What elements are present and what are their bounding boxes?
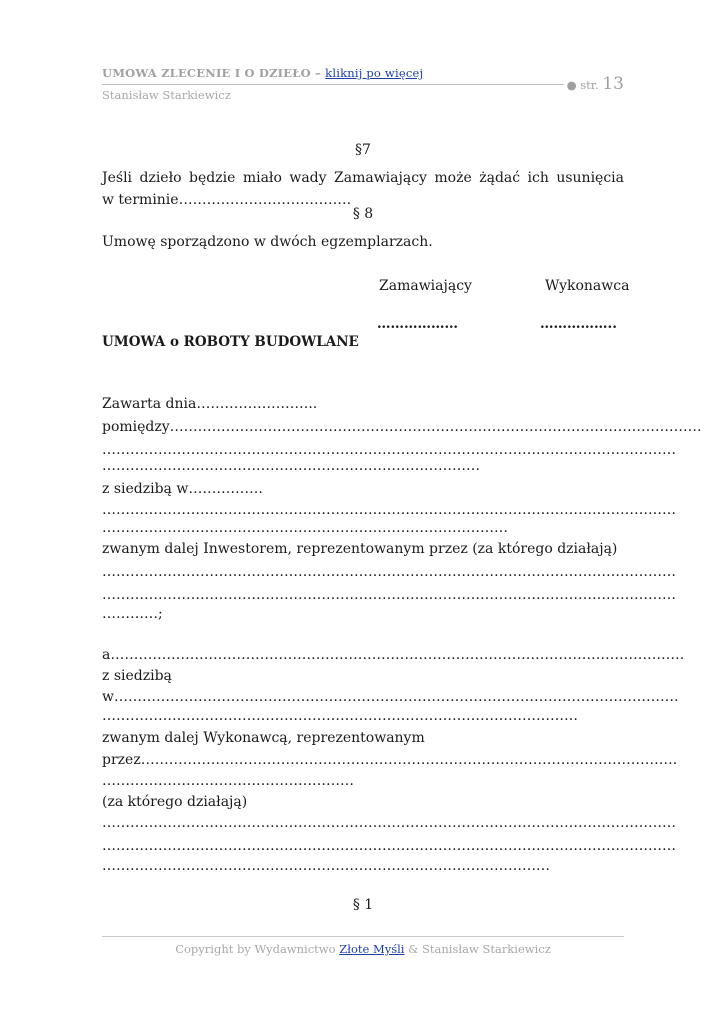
footer-author: & Stanisław Starkiewicz — [404, 942, 551, 956]
form-line: …………………………………………………………………………………………………………… — [102, 502, 676, 518]
form-line: …………………………………………………………………………………………………………… — [102, 587, 676, 603]
header-page-indicator — [567, 74, 624, 94]
form-line: a…………………………………………………………………………………………………………… — [102, 647, 685, 663]
footer-publisher-link[interactable]: Złote Myśli — [339, 942, 405, 956]
form-line: pomiędzy…………………………………………………………………………………………………… — [102, 419, 702, 435]
page-header — [102, 66, 624, 102]
signature-line-ordering: ……………… — [377, 316, 458, 332]
form-line: ………………………………………………………………………………………… — [102, 708, 578, 724]
form-line: ……………………………………………… — [102, 773, 354, 789]
form-line: z siedzibą — [102, 668, 172, 684]
section-7-text-line-1: Jeśli dzieło będzie miało wady Zamawiający może żądać ich usunięcia — [102, 170, 624, 186]
section-8-heading: § 8 — [352, 206, 374, 222]
contract-title: UMOWA o ROBOTY BUDOWLANE — [102, 334, 359, 350]
header-title: UMOWA ZLECENIE I O DZIEŁO — [102, 66, 311, 80]
header-rule — [102, 84, 564, 85]
form-line: …………………………………………………………………………………………………………… — [102, 838, 676, 854]
page-number: 13 — [602, 74, 624, 94]
form-line: …………………………………………………………………………………………………………… — [102, 564, 676, 580]
party-ordering-label: Zamawiający — [379, 278, 472, 294]
form-line: w…………………………………………………………………………………………………………. — [102, 689, 679, 705]
form-line: ……………………………………………………………………… — [102, 458, 480, 474]
form-line: …………………………………………………………………………………… — [102, 858, 550, 874]
footer-copyright: Copyright by Wydawnictwo — [175, 942, 340, 956]
party-contractor-label: Wykonawca — [545, 278, 630, 294]
form-line: zwanym dalej Inwestorem, reprezentowanym przez (za którego działają) — [102, 541, 618, 557]
page-footer — [102, 942, 624, 956]
footer-rule — [102, 936, 624, 937]
form-line: zwanym dalej Wykonawcą, reprezentowanym — [102, 730, 425, 746]
form-line: …………………………………………………………………………… — [102, 520, 508, 536]
signature-line-contractor: …………….. — [540, 316, 617, 332]
section-7-heading: §7 — [355, 142, 371, 158]
form-line: …………………………………………………………………………………………………………… — [102, 442, 676, 458]
form-line: Zawarta dnia…………………….. — [102, 396, 318, 412]
header-author: Stanisław Starkiewicz — [102, 88, 231, 102]
form-line: …………………………………………………………………………………………………………… — [102, 815, 676, 831]
form-line: (za którego działają) — [102, 794, 248, 810]
form-line: przez……………………………………………………………………………………………………. — [102, 752, 678, 768]
page-label: ● str. — [566, 78, 599, 92]
section-7-text-line-2: w terminie………………………………. — [102, 192, 352, 208]
form-line: z siedzibą w……………. — [102, 481, 263, 497]
header-more-link[interactable]: kliknij po więcej — [325, 66, 424, 80]
header-separator: – — [310, 66, 326, 80]
form-line: …………; — [102, 606, 163, 622]
section-1-heading: § 1 — [352, 897, 374, 913]
header-title-row — [102, 66, 624, 80]
section-8-text: Umowę sporządzono w dwóch egzemplarzach. — [102, 234, 433, 250]
